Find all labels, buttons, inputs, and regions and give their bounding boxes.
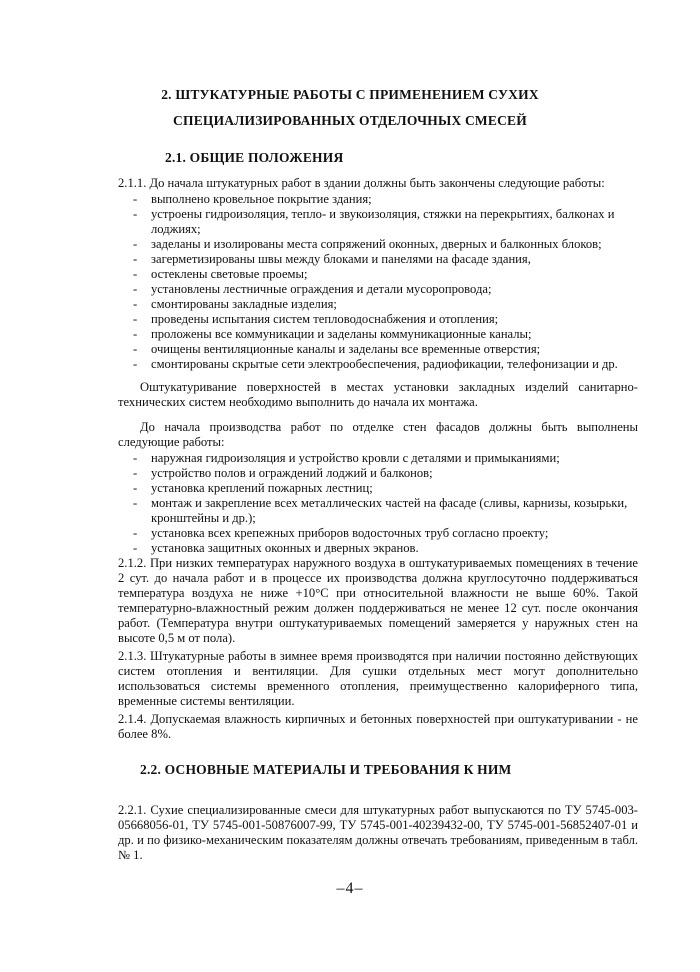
bullet-dash: - [133,282,138,296]
facade-intro: До начала производства работ по отделке стен фасадов должны быть выполнены следующие работы: [118,420,638,449]
list-item [133,267,638,282]
list-item-text: устройство полов и ограждений лоджий и балконов; [151,466,433,480]
list-item-text: установка креплений пожарных лестниц; [151,481,373,495]
list-item [133,297,638,312]
paragraph-2-1-2: 2.1.2. При низких температурах наружного воздуха в оштукатуриваемых помещениях в течение 2 сут. до начала работ и в процессе их производства должна круглосуточно поддерживаться температура воздуха не ниже +10°С при относительной влажности не выше 60%. Такой температурно-влажностный режим должен поддерживаться не менее 12 сут. после окончания работ. (Температура внутри оштукатуриваемых помещений замеряется у наружных стен на высоте 0,5 м от пола). [118,556,638,645]
list-item-text: монтаж и закрепление всех металлических частей на фасаде (сливы, карнизы, козырьки, кронштейны и др.); [151,496,628,525]
chapter-title-line-2: СПЕЦИАЛИЗИРОВАННЫХ ОТДЕЛОЧНЫХ СМЕСЕЙ [173,113,527,128]
list-item-text: устроены гидроизоляция, тепло- и звукоизоляция, стяжки на перекрытиях, балконах и лоджиях; [151,207,615,236]
paragraph-2-1-3: 2.1.3. Штукатурные работы в зимнее время производятся при наличии постоянно действующих систем отопления и вентиляции. Для сушки отдельных мест могут дополнительно использоваться системы временного отопления, преимущественно калориферного типа, временные системы вентиляции. [118,649,638,708]
sanitary-paragraph: Оштукатуривание поверхностей в местах установки закладных изделий санитарно-технических систем необходимо выполнить до начала их монтажа. [118,380,638,409]
list-item-text: заделаны и изолированы места сопряжений оконных, дверных и балконных блоков; [151,237,602,251]
list-item-text: установка всех крепежных приборов водосточных труб согласно проекту; [151,526,549,540]
list-item [133,192,638,207]
list-item-text: смонтированы скрытые сети электрообеспечения, радиофикации, телефонизации и др. [151,357,618,371]
bullet-dash: - [133,496,138,510]
bullet-dash: - [133,237,138,251]
list-item-text: наружная гидроизоляция и устройство кровли с деталями и примыканиями; [151,451,560,465]
bullet-dash: - [133,357,138,371]
list-item-text: установлены лестничные ограждения и детали мусоропровода; [151,282,492,296]
list-item-text: загерметизированы швы между блоками и панелями на фасаде здания, [151,252,531,266]
list-item-text: очищены вентиляционные каналы и заделаны все временные отверстия; [151,342,541,356]
paragraph-2-1-4: 2.1.4. Допускаемая влажность кирпичных и бетонных поверхностей при оштукатуривании - не более 8%. [118,712,638,741]
bullet-dash: - [133,466,138,480]
bullet-dash: - [133,481,138,495]
chapter-title-line-1: 2. ШТУКАТУРНЫЕ РАБОТЫ С ПРИМЕНЕНИЕМ СУХИХ [161,87,539,102]
facade-works-list [133,451,638,556]
list-item-text: установка защитных оконных и дверных экранов. [151,541,419,555]
bullet-dash: - [133,541,138,555]
page-number: –4– [336,880,364,897]
list-item [133,282,638,297]
section-2-2-title: 2.2. ОСНОВНЫЕ МАТЕРИАЛЫ И ТРЕБОВАНИЯ К НИМ [140,762,512,777]
list-item [133,526,638,541]
list-item [133,466,638,481]
list-item [133,541,638,556]
section-2-1-1-intro: 2.1.1. До начала штукатурных работ в здании должны быть закончены следующие работы: [118,176,605,190]
bullet-dash: - [133,267,138,281]
list-item [133,357,638,372]
required-works-list [133,192,638,372]
list-item [133,496,638,526]
list-item [133,207,638,237]
bullet-dash: - [133,526,138,540]
list-item [133,342,638,357]
bullet-dash: - [133,297,138,311]
list-item-text: проложены все коммуникации и заделаны коммуникационные каналы; [151,327,532,341]
bullet-dash: - [133,342,138,356]
list-item-text: проведены испытания систем тепловодоснабжения и отопления; [151,312,499,326]
section-2-1-title: 2.1. ОБЩИЕ ПОЛОЖЕНИЯ [165,150,344,165]
list-item [133,312,638,327]
bullet-dash: - [133,327,138,341]
list-item [133,451,638,466]
list-item-text: смонтированы закладные изделия; [151,297,337,311]
list-item [133,327,638,342]
list-item-text: выполнено кровельное покрытие здания; [151,192,372,206]
bullet-dash: - [133,312,138,326]
list-item-text: остеклены световые проемы; [151,267,308,281]
bullet-dash: - [133,451,138,465]
list-item [133,252,638,267]
bullet-dash: - [133,192,138,206]
list-item [133,481,638,496]
chapter-title [120,82,580,134]
bullet-dash: - [133,252,138,266]
list-item [133,237,638,252]
paragraph-2-2-1: 2.2.1. Сухие специализированные смеси для штукатурных работ выпускаются по ТУ 5745-003-05668056-01, ТУ 5745-001-50876007-99, ТУ 5745-001-40239432-00, ТУ 5745-001-56852407-01 и др. и по физико-механическим показателям должны отвечать требованиям, приведенным в табл. № 1. [118,803,638,862]
bullet-dash: - [133,207,138,221]
